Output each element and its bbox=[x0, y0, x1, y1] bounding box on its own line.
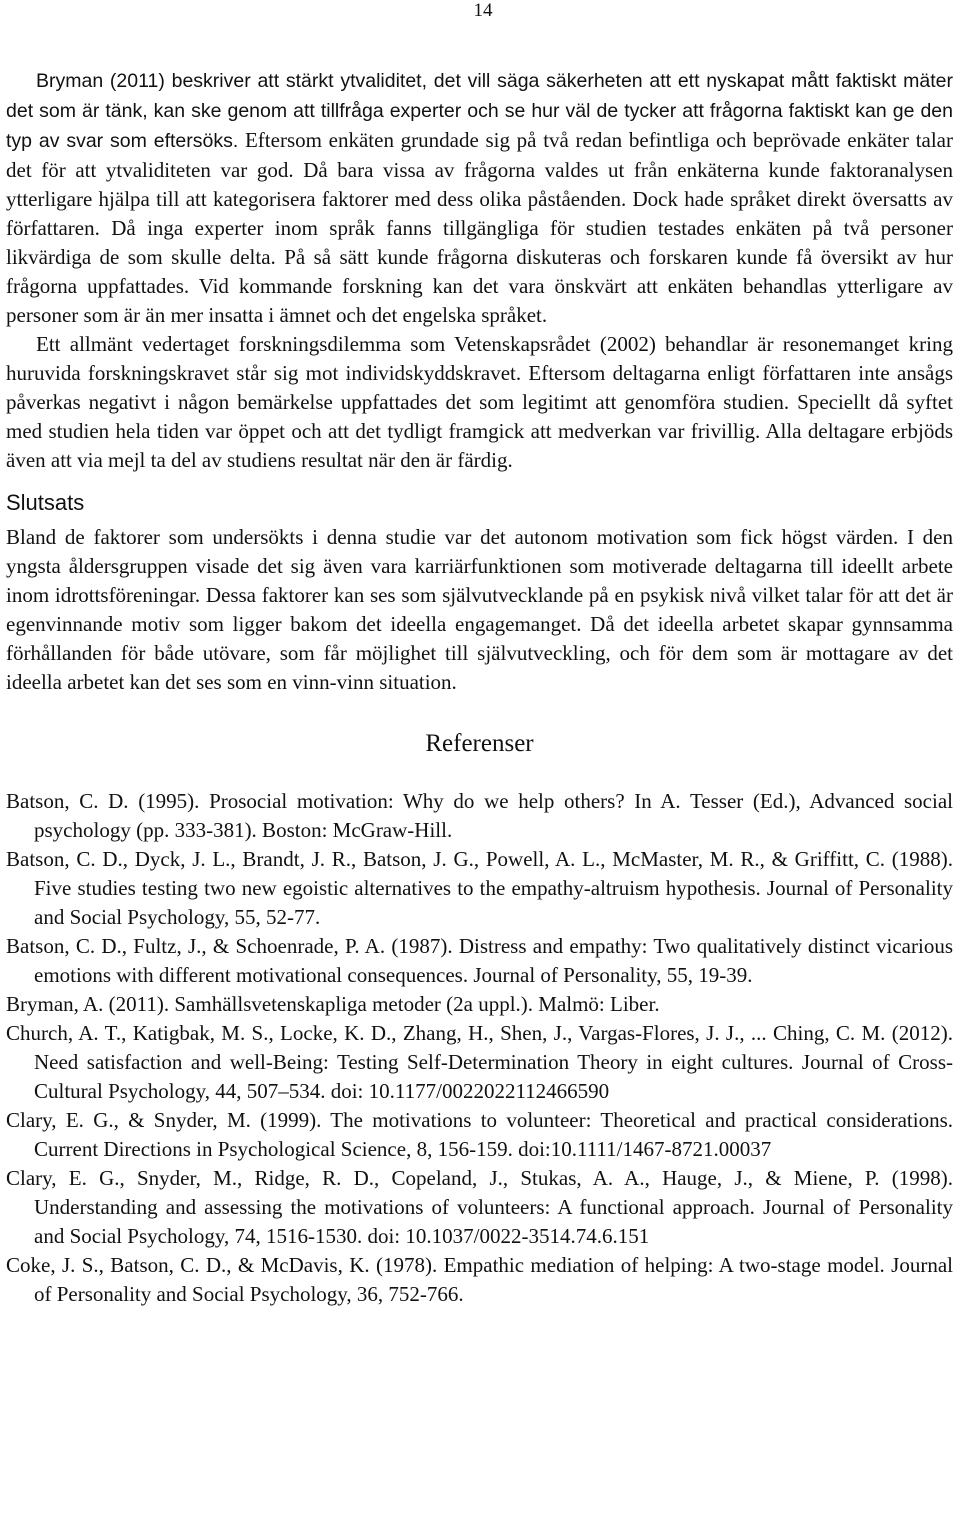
section-heading-slutsats: Slutsats bbox=[6, 490, 85, 515]
paragraph-validity-part2: Eftersom enkäten grundade sig på två redan befintliga och beprövade enkäter talar det för att ytvaliditeten var god. Då bara vissa av frågorna valdes ut från enkäterna kunde faktoranalysen ytterligare hjälpa till att kategorisera faktorer med dess olika påståenden. Dock hade språket direkt översatts av författaren. Då inga experter inom språk fanns tillgängliga för studien testades enkäten på två personer likvärdiga de som skulle delta. På så sätt kunde frågorna diskuteras och forskaren kunde få översikt av hur frågorna uppfattades. Vid kommande forskning kan det vara önskvärt att enkäten behandlas ytterligare av personer som är än mer insatta i ämnet och det engelska språket. bbox=[6, 128, 953, 327]
paragraph-slutsats: Bland de faktorer som undersökts i denna studie var det autonom motivation som fick högst värden. I den yngsta åldersgruppen visade det sig även vara karriärfunktionen som motiverade deltagarna till ideellt arbete inom idrottsföreningar. Dessa faktorer kan ses som självutvecklande på en psykisk nivå vilket talar för att det är egenvinnande motiv som ligger bakom det ideella engagemanget. Då det ideella arbetet skapar gynnsamma förhållanden för både utövare, som får möjlighet till självutveckling, och för dem som är mottagare av det ideella arbetet kan det ses som en vinn-vinn situation. bbox=[6, 525, 953, 694]
reference-item: Clary, E. G., & Snyder, M. (1999). The motivations to volunteer: Theoretical and practical considerations. Current Directions in Psychological Science, 8, 156-159. doi:10.1111/1467-8721.00037 bbox=[6, 1108, 953, 1161]
reference-list bbox=[6, 787, 953, 1309]
section-heading-referenser: Referenser bbox=[425, 730, 534, 757]
page-number: 14 bbox=[473, 0, 493, 21]
reference-item: Batson, C. D., Fultz, J., & Schoenrade, P. A. (1987). Distress and empathy: Two qualitatively distinct vicarious emotions with different motivational consequences. Journal of Personality, 55, 19-39. bbox=[6, 934, 953, 987]
reference-item: Batson, C. D. (1995). Prosocial motivation: Why do we help others? In A. Tesser (Ed.), Advanced social psychology (pp. 333-381). Boston: McGraw-Hill. bbox=[6, 789, 953, 842]
reference-item: Church, A. T., Katigbak, M. S., Locke, K. D., Zhang, H., Shen, J., Vargas-Flores, J. J., ... Ching, C. M. (2012). Need satisfaction and well-Being: Testing Self-Determination Theory in eight cultures. Journal of Cross-Cultural Psychology, 44, 507–534. doi: 10.1177/0022022112466590 bbox=[6, 1021, 953, 1103]
reference-item: Batson, C. D., Dyck, J. L., Brandt, J. R., Batson, J. G., Powell, A. L., McMaster, M. R., & Griffitt, C. (1988). Five studies testing two new egoistic alternatives to the empathy-altruism hypothesis. Journal of Personality and Social Psychology, 55, 52-77. bbox=[6, 847, 953, 929]
paragraph-ethics: Ett allmänt vedertaget forskningsdilemma som Vetenskapsrådet (2002) behandlar är resonemanget kring huruvida forskningskravet står sig mot individskyddskravet. Eftersom deltagarna enligt författaren inte ansågs påverkas negativt i någon bemärkelse uppfattades det som legitimt att genomföra studien. Speciellt då syftet med studien hela tiden var öppet och att det tydligt framgick att medverkan var frivillig. Alla deltagare erbjöds även att via mejl ta del av studiens resultat när den är färdig. bbox=[6, 332, 953, 472]
reference-item: Coke, J. S., Batson, C. D., & McDavis, K. (1978). Empathic mediation of helping: A two-stage model. Journal of Personality and Social Psychology, 36, 752-766. bbox=[6, 1253, 953, 1306]
paragraph-validity bbox=[6, 66, 953, 330]
paragraph-validity-part1: Bryman (2011) beskriver att stärkt ytvaliditet, det vill säga säkerheten att ett nyskapat mått faktiskt mäter det som är tänk, kan ske genom att tillfråga experter och se hur väl de tycker att frågorna faktiskt kan ge den typ av svar som eftersöks. bbox=[6, 70, 953, 152]
document-body bbox=[6, 66, 953, 1309]
reference-item: Bryman, A. (2011). Samhällsvetenskapliga metoder (2a uppl.). Malmö: Liber. bbox=[6, 992, 660, 1016]
reference-item: Clary, E. G., Snyder, M., Ridge, R. D., Copeland, J., Stukas, A. A., Hauge, J., & Miene, P. (1998). Understanding and assessing the motivations of volunteers: A functional approach. Journal of Personality and Social Psychology, 74, 1516-1530. doi: 10.1037/0022-3514.74.6.151 bbox=[6, 1166, 953, 1248]
